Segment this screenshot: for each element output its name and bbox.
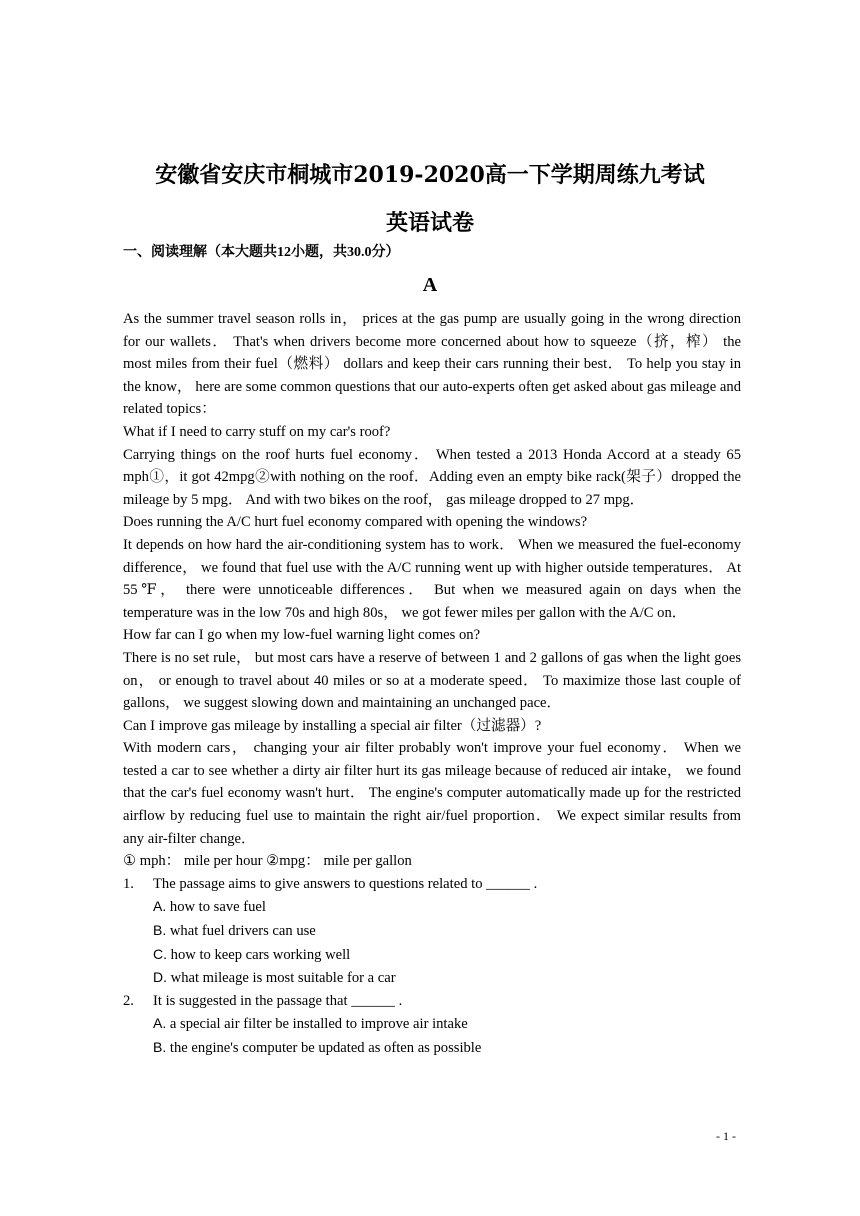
question-1 bbox=[123, 873, 741, 990]
option-1c[interactable]: C. how to keep cars working well bbox=[153, 945, 351, 963]
section-score: 30.0 bbox=[347, 245, 372, 260]
passage-question-3: How far can I go when my low-fuel warning light comes on? bbox=[123, 627, 481, 644]
document-subtitle: 英语试卷 bbox=[385, 210, 474, 236]
document-title: 安徽省安庆市桐城市2019-2020高一下学期周练九考试 bbox=[155, 162, 705, 188]
passage-body bbox=[123, 308, 741, 1060]
passage-question-4: Can I improve gas mileage by installing a special air filter（过滤器）? bbox=[123, 717, 542, 734]
question-count: 12 bbox=[277, 245, 291, 260]
passage-label: A bbox=[422, 274, 438, 296]
question-number: 2. bbox=[123, 992, 134, 1009]
passage-answer-4: With modern cars， changing your air filter probably won't improve your fuel economy． When we tested a car to see whether a dirty air filter hurt its gas mileage because of reduced air intake， we found that the car's fuel economy wasn't hurt． The engine's computer automatically made up for the restricted airflow by reducing fuel use to maintain the right air/fuel proportion． We expect similar results from any air-filter change． bbox=[123, 740, 741, 847]
page-number: - 1 - bbox=[716, 1129, 736, 1143]
option-1d[interactable]: D. what mileage is most suitable for a car bbox=[153, 969, 396, 987]
option-1a[interactable]: A. how to save fuel bbox=[153, 898, 266, 916]
option-2b[interactable]: B. the engine's computer be updated as often as possible bbox=[153, 1039, 482, 1056]
question-2 bbox=[123, 990, 741, 1060]
passage-footnote: ① mph： mile per hour ②mpg： mile per gallon bbox=[123, 853, 412, 870]
passage-question-1: What if I need to carry stuff on my car's roof? bbox=[123, 423, 391, 440]
passage-answer-2: It depends on how hard the air-conditioning system has to work． When we measured the fuel-economy difference， we found that fuel use with the A/C running went up with higher outside temperatures． At 55℉， there were unnoticeable differences． But when we measured again on days when the temperature was in the low 70s and high 80s， we got fewer miles per gallon with the A/C on． bbox=[123, 536, 741, 621]
section-heading: 一、阅读理解（本大题共12小题，共30.0分） bbox=[123, 244, 400, 260]
passage-question-2: Does running the A/C hurt fuel economy compared with opening the windows? bbox=[123, 514, 588, 531]
question-stem: 1. The passage aims to give answers to questions related to ______ . bbox=[123, 873, 741, 896]
passage-intro: As the summer travel season rolls in， prices at the gas pump are usually going in the wrong direction for our wallets． That's when drivers become more concerned about how to squeeze（挤，榨） the most miles from their fuel（燃料） dollars and keep their cars running their best． To help you stay in the know， here are some common questions that our auto-experts often get asked about gas mileage and related topics： bbox=[123, 311, 741, 418]
passage-answer-1: Carrying things on the roof hurts fuel economy． When tested a 2013 Honda Accord at a steady 65 mph①，it got 42mpg②with nothing on the roof．Adding even an empty bike rack(架子）dropped the mileage by 5 mpg． And with two bikes on the roof， gas mileage dropped to 27 mpg． bbox=[123, 446, 741, 508]
question-stem: 2. It is suggested in the passage that ______ . bbox=[123, 990, 741, 1013]
option-1b[interactable]: B. what fuel drivers can use bbox=[153, 922, 316, 940]
question-number: 1. bbox=[123, 875, 134, 892]
option-2a[interactable]: A. a special air filter be installed to improve air intake bbox=[153, 1015, 468, 1033]
passage-answer-3: There is no set rule， but most cars have a reserve of between 1 and 2 gallons of gas when the light goes on， or enough to travel about 40 miles or so at a moderate speed． To maximize those last couple of gallons， we suggest slowing down and maintaining an unchanged pace． bbox=[123, 649, 741, 712]
